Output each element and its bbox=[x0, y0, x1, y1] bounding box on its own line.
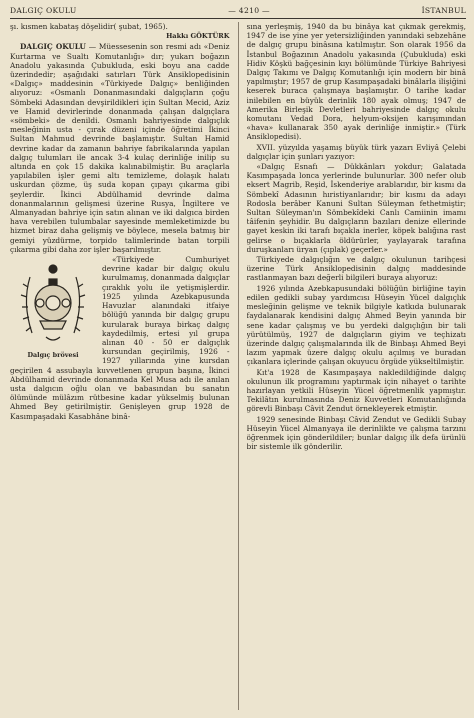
header-right: İSTANBUL bbox=[421, 6, 466, 15]
diver-badge-icon bbox=[18, 257, 88, 349]
page-number: — 4210 — bbox=[228, 6, 270, 15]
entry-paragraph-2: «Türkiyede Cumhuriyet devrine kadar bir dalgıç okulu kurulmamış, donanmada dalgıçlar çıraklık yolu ile yetişmişlerdir. 1925 yılında Azebkapusunda Havuzlar alanındaki itfaiye bölüğü yanında bir dalgıç grupu kurularak buraya birkaç dalgıç kaydedilmiş, ertesi yıl grupa alınan 40 - 50 er dalgıçlık kursundan geçirilmiş, 1926 - 1927 yıllarında yine kursdan geçirilen 4 assubayla kuvvetlenen grupun başına, İkinci Abdülhamid devrinde donanmada Kel Musa adı ile anılan usta dalgıcın oğlu olan ve babasından bu sanatın ölümünde mülâzım rütbesine kadar yükselmiş bulunan Ahmed Bey getirilmiştir. Genişleyen grup 1928 de Kasımpaşadaki Kasabhâne binâ- bbox=[10, 255, 230, 421]
right-paragraph-3: «Dalgıç Esnafı — Dükkânları yokdur; Galatada Kasımpaşada lonca yerlerinde bulunurlar. 300 nefer olub eksert Magrib, Reşid, İskenderiye arablarıdır, bir kısmı da Sömbekî Adasının hıristiyanlarıdır; bir kısmı da adayı Rodosla berâber Kanuni Sultan Süleyman fethetmiştir; Sultan Süleyman'ın Sömbekîdeki Canlı Camiinin imamı tâifenin şeyhidir. Bu dalgıçların bazıları denize ellerinde gayet keskin iki tarafı bıçakla inerler, köpek balığına rast gelirse o bıçaklarla öldürürler, yaylayarak tarafına duruşkanları üryan (çıplak) geçerler.» bbox=[246, 162, 466, 254]
intro-line: şı. kısmen kabataş döşelidir( şubat, 1965). bbox=[10, 22, 168, 31]
right-paragraph-2: XVII. yüzyılda yaşamış büyük türk yazarı Evliyâ Çelebi dalgıçlar için şunları yazıyor: bbox=[246, 142, 466, 161]
left-column bbox=[10, 22, 230, 710]
right-paragraph-4: Türkiyede dalgıçlığın ve dalgıç okulunun tarihçesi üzerine Türk Ansiklopedisinin dalgıç maddesinde rastlanmayan bazı değerli bilgileri buraya alıyoruz: bbox=[246, 255, 466, 283]
badge-caption: Dalgıç brövesi bbox=[27, 351, 79, 360]
page-header bbox=[10, 6, 466, 18]
diver-badge-figure bbox=[10, 257, 96, 360]
entry-title: DALGIÇ OKULU bbox=[20, 42, 86, 52]
header-left: DALGIÇ OKULU bbox=[10, 6, 77, 15]
right-paragraph-1: sına yerleşmiş, 1940 da bu binâya kat çıkmak gerekmiş, 1947 de ise yine yer yetersizliğinden yanındaki sebzehâne de dalgıç grupu binâsına katılmıştır. Son olarak 1956 da İstanbul Boğazının Anadolu yakasında (Çubukluda) eski Hidiv Köşkü bağçesinin kıyı bölümünde Türkiye Bahriyesi Dalgıç Takımı ve Dalgıç Komutanlığı için modern bir binâ yapılmıştır; 1957 de grup Kasımpaşadaki binâlarla ilişiğini keserek buraca çalışmaya başlamıştır. O tarihe kadar inilebilen en büyük derinlik 180 ayak olmuş; 1947 de Amerika Birleşik Devletleri bahriyesinde dalgıç okulu komutanı Vedad Dora, helyum-oksijen karışımından «hava» kullanarak 350 ayak derinliğe inmiştir.» (Türk Ansiklopedisi). bbox=[246, 22, 466, 142]
right-paragraph-7: 1929 senesinde Binbaşı Câvid Zendut ve Gedikli Subay Hüseyin Yücel Almanyaya ile derinlikte ve çalışma tarzını öğrenmek için gönderildiler; bunlar dalgıç ilk defa ürünlü bir sistemle ilk gönderilir. bbox=[246, 414, 466, 452]
right-column bbox=[247, 22, 467, 710]
entry-paragraph-1 bbox=[10, 42, 230, 254]
column-divider bbox=[238, 22, 239, 710]
right-paragraph-5: 1926 yılında Azebkapusundaki bölüğün birliğine tayin edilen gedikli subay yardımcısı Hüseyin Yücel dalgıçlık mesleğinin gelişme ve teknik bilgiyle katkıda bulunarak faydalanarak kendisini dalgıç Ahmed Beyin yanında bir sene kadar çalışmış ve bu yerdeki dalgıçlığın bir tali yürütülmüş, 1927 de dalgıçların giyim ve teçhizatı üzerinde dalgıç çalışmalarında ilk de Binbaşı Ahmed Beyi lazım yapmak üzere dalgıç okulu açılmış ve buradan çıkanlara içlerinde çalışan okuyucu örgüde yükseltilmiştir. bbox=[246, 283, 466, 367]
entry-text-1: — Müessesenin son resmi adı «Deniz Kurtarma ve Sualtı Komutanlığı» dır; yukarı boğazın Anadolu yakasında Çubukluda, eski boyu ana cadde üzerindedir; aşağıdaki satırları Türk Ansiklopedisinin «Dalgıç» maddesinin «Türkiyede Dalgıç» benliğinden alıyoruz: «Osmanlı Donanmasındaki dalgıçların çoğu Sömbeki Adasından devşirildikleri için Sultan Mecid, Aziz ve Hamid devirlerinde donanmada çalışan dalgıçlara «sömbeki» de denildi. Osmanlı bahriyesinde dalgıçlık mesleğinin usta - çırak düzeni içinde öğretimi İkinci Sultan Mahmud devrinde başlamıştır. Sultan Hamid devrine kadar da zamanın bahriye fabrikalarında yapılan dalgıç tulumları ile ancak 3-4 kulaç derinliğe inilip su altında en çok 15 dakika kalınabilmiştir. Bu araçlarla yapılabilen işler gemi altı temizleme, dolaşık halatı uskurdan çözme, üş suda kopan çıpayı çıkarma gibi şeylerdir. İkinci Abdülhamid devrinde dalma donanmalarının gelişmesi üzerine Rusya, İngiltere ve Almanyadan bahriye için satın alınan ve iki dalgıca birden hava verebilen tulumbalar sayesinde memleketimizde bu hizmet biraz daha gelişmiş ve böylece, mesela batmış bir gemiyi yüzdürme, torpido talimlerinde batan torpili çıkarma gibi daha zor işler başarılmıştır. bbox=[10, 42, 230, 254]
right-paragraph-6: Kıt'a 1928 de Kasımpaşaya nakledildiğinde dalgıç okulunun ilk programını yaptırmak için nihayet o tarihte hazırlayan yetkili Hüseyin Yücel öğretmenlik yapmıştır. Tekilâtın kurulmasında Deniz Kuvvetleri Komutanlığında görevli Binbaşı Câvit Zendut örnekleyerek etmiştir. bbox=[246, 367, 466, 414]
header-rule bbox=[10, 18, 466, 19]
two-column-body bbox=[10, 22, 466, 710]
author-signature: Hakkı GÖKTÜRK bbox=[166, 32, 230, 41]
